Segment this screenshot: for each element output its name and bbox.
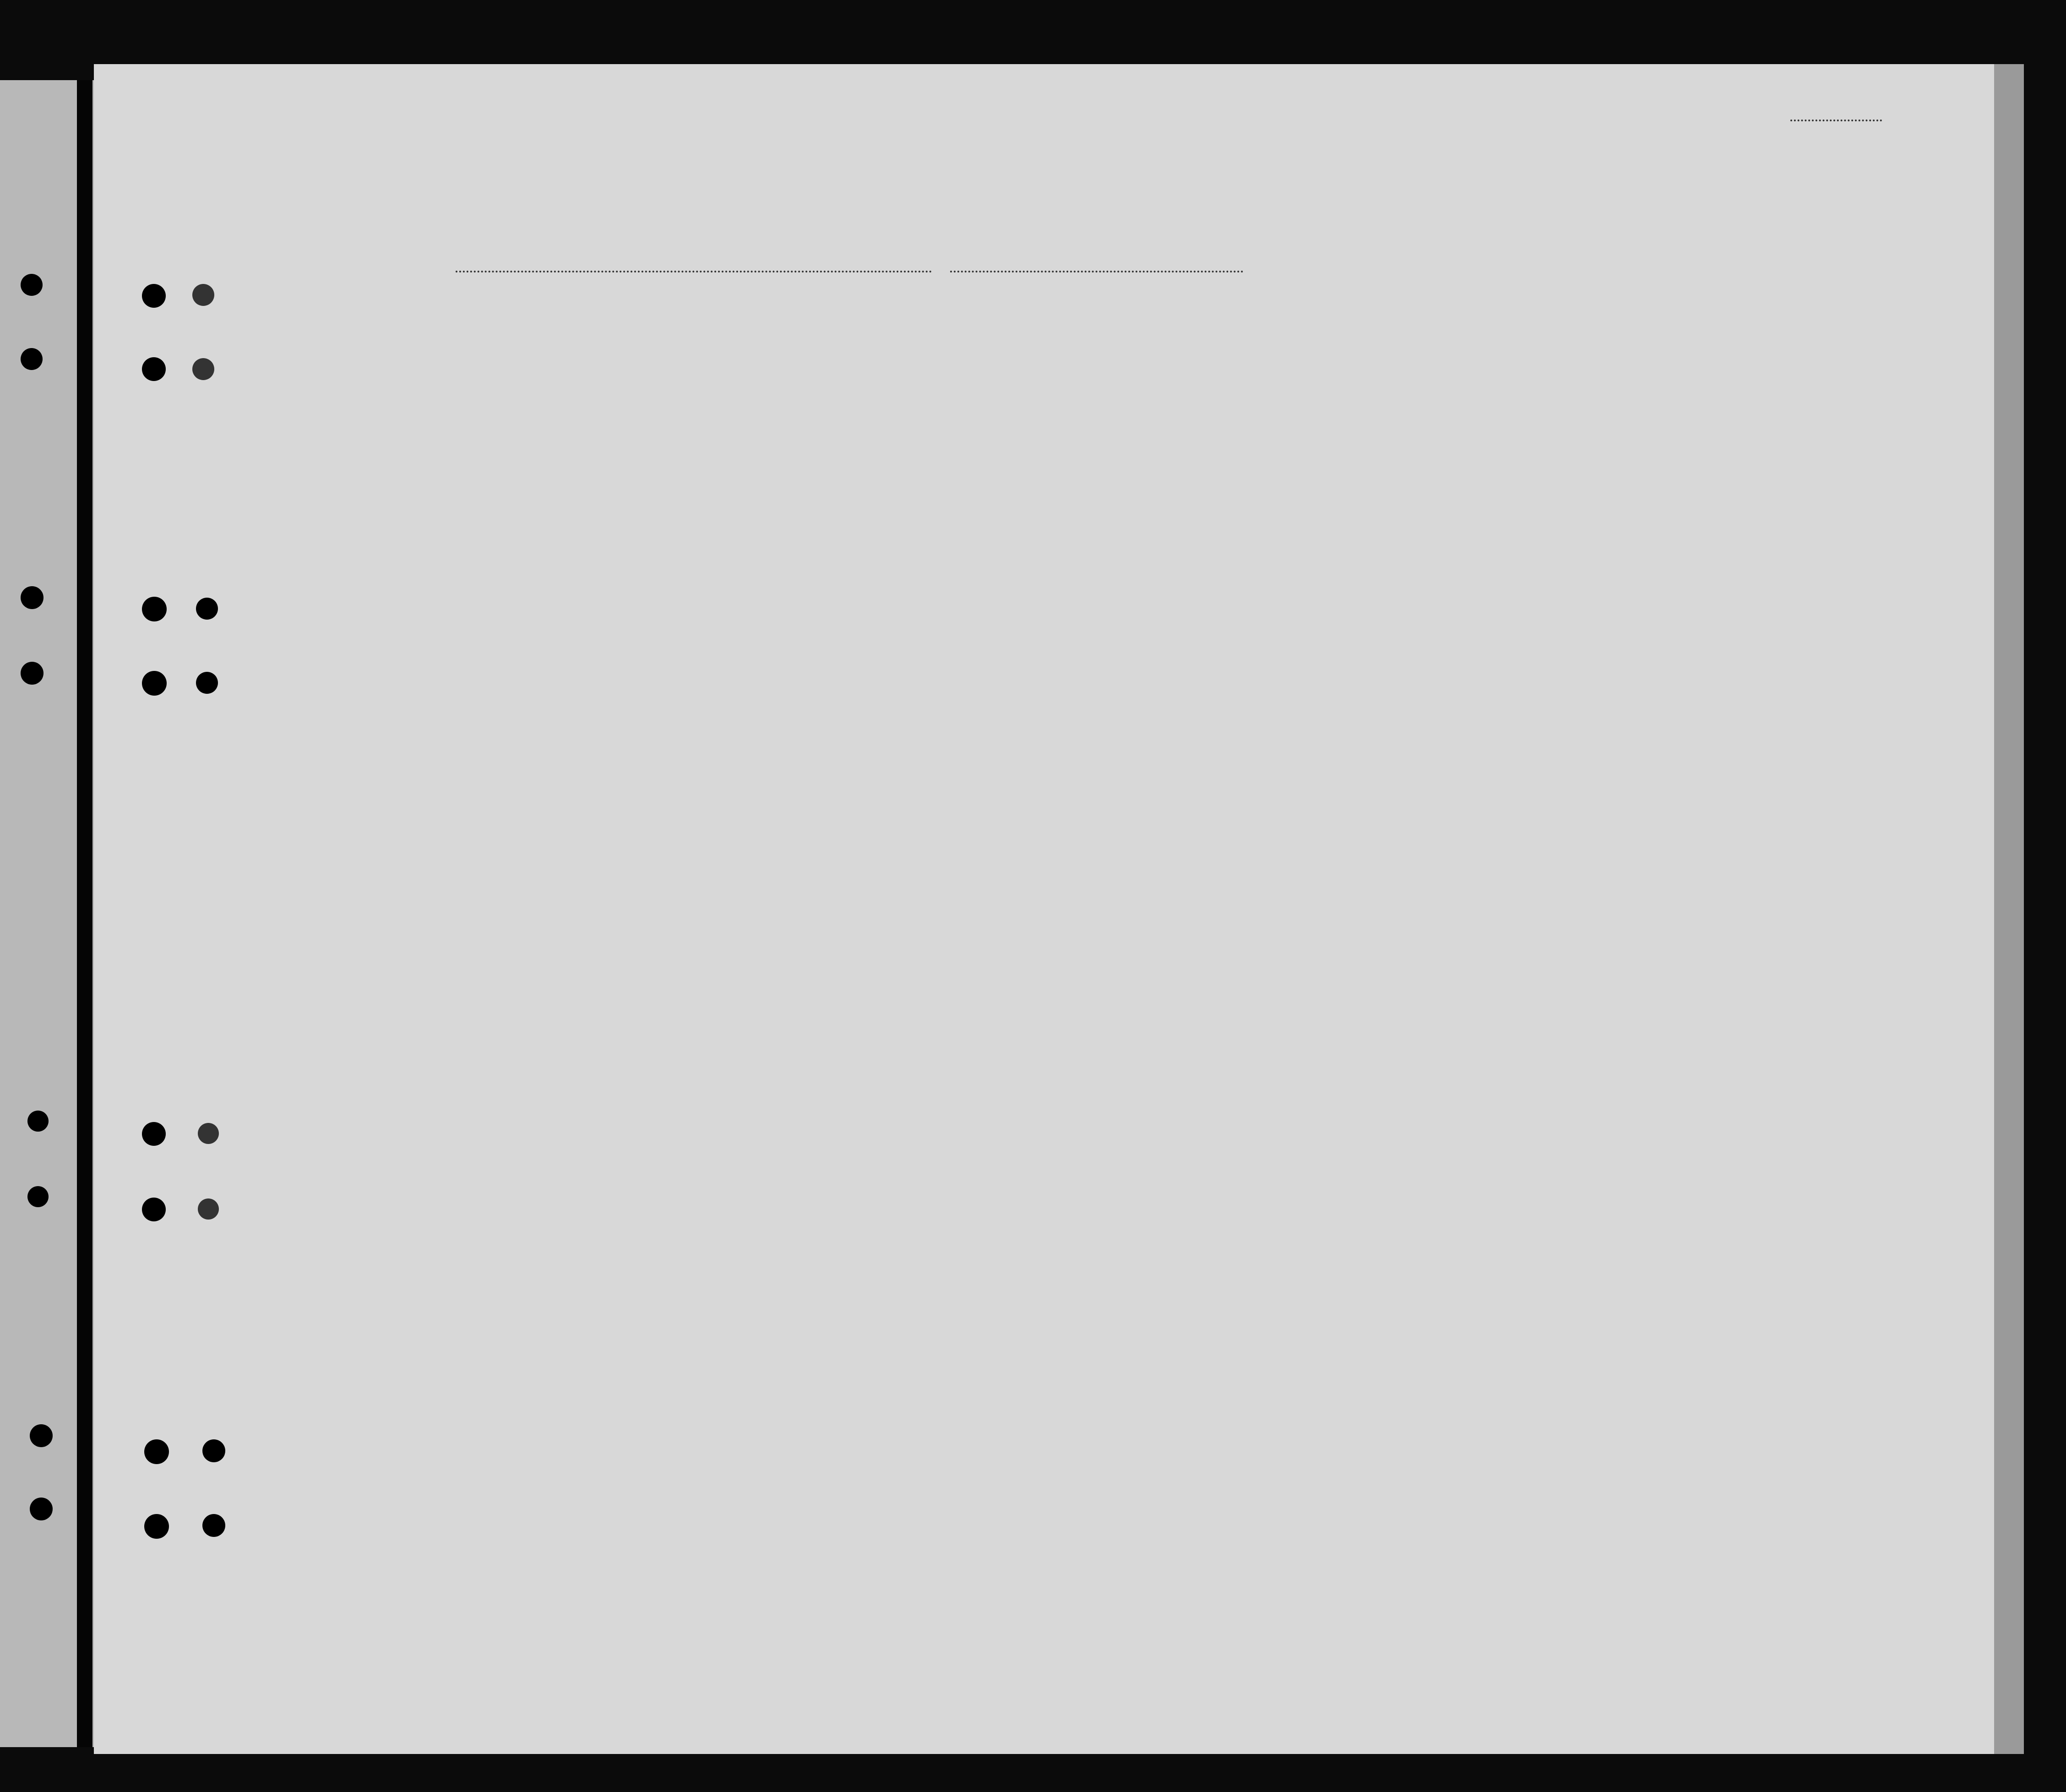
punch-hole	[21, 348, 43, 370]
punch-hole	[142, 1122, 166, 1146]
punch-hole	[196, 672, 218, 694]
punch-hole	[198, 1123, 219, 1144]
punch-hole	[192, 284, 214, 306]
punch-hole	[196, 598, 218, 620]
punch-hole	[202, 1439, 225, 1462]
punch-hole	[21, 274, 43, 296]
punch-hole	[198, 1198, 219, 1220]
punch-hole	[30, 1498, 53, 1520]
punch-hole	[142, 284, 166, 308]
punch-hole	[192, 358, 214, 380]
punch-hole	[142, 671, 167, 696]
punch-hole	[144, 1514, 169, 1539]
punch-hole	[30, 1424, 53, 1447]
punch-hole	[21, 662, 43, 685]
punch-hole	[202, 1514, 225, 1537]
punch-hole	[27, 1111, 49, 1132]
punch-hole	[21, 586, 43, 609]
punch-hole	[144, 1439, 169, 1464]
punch-hole	[27, 1186, 49, 1207]
punch-hole	[142, 597, 167, 621]
punch-hole	[142, 1198, 166, 1221]
punch-hole	[142, 357, 166, 381]
